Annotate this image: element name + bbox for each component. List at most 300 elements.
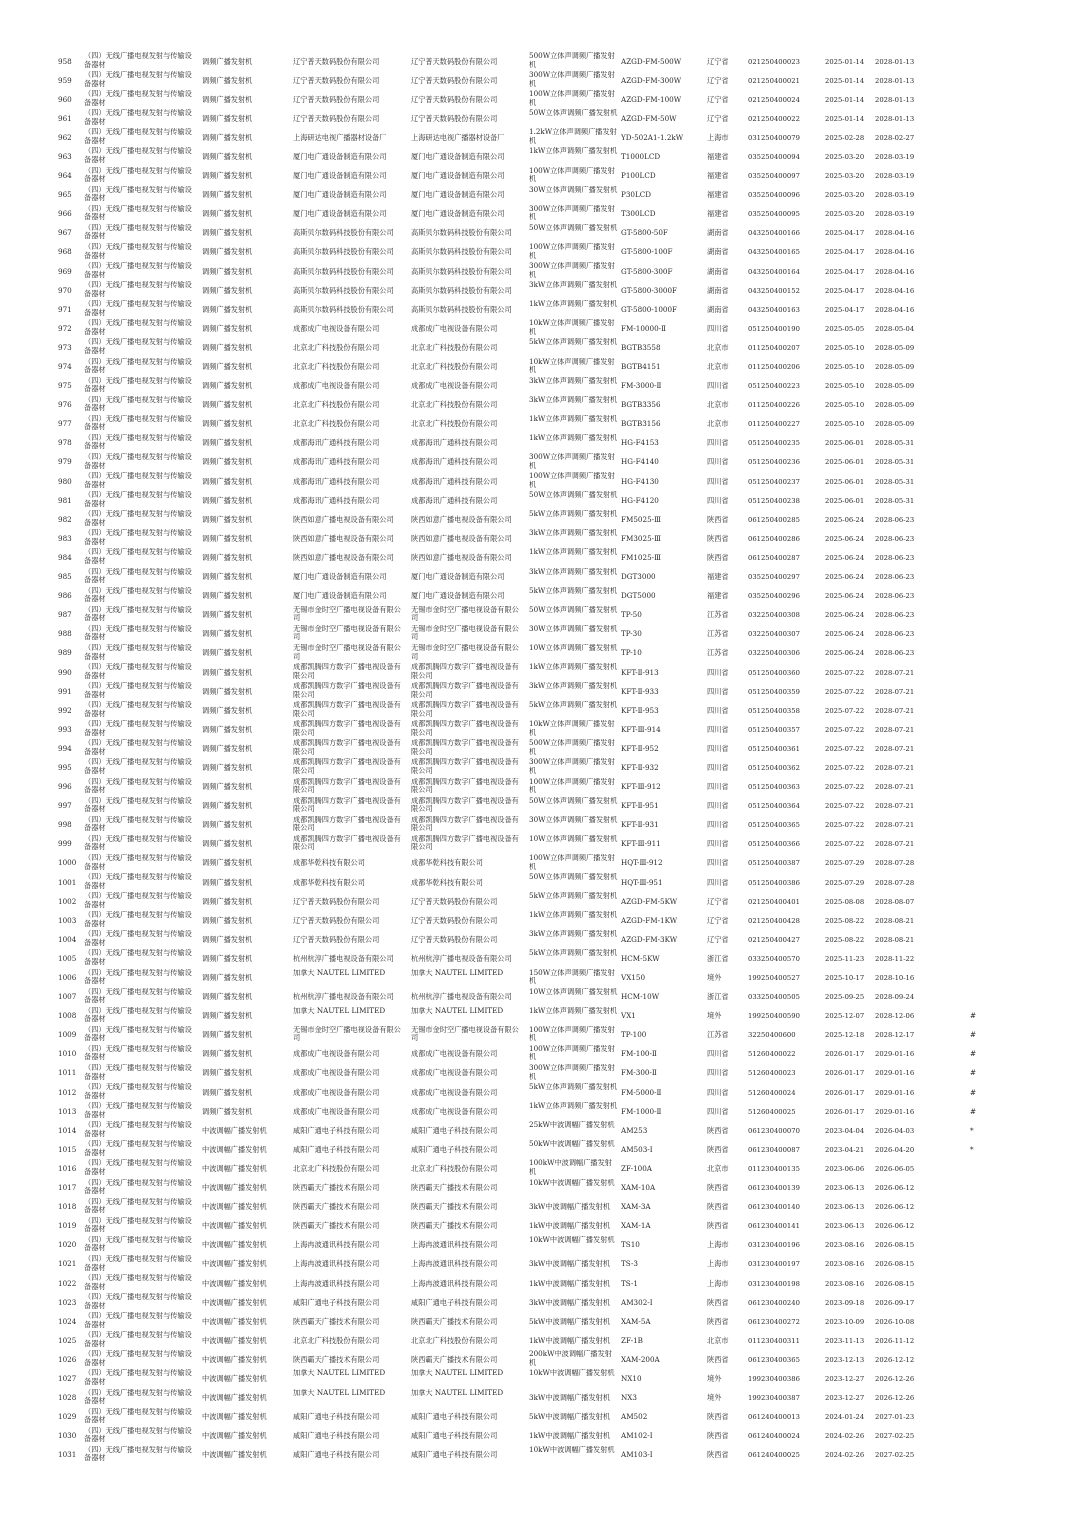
model: HG-F4140 xyxy=(621,457,659,467)
category: （四）无线广播电视发射与传输设备器材 xyxy=(84,1350,192,1367)
product-name: 1kW立体声调频广播发射机 xyxy=(529,147,618,156)
issue-date: 2023-10-09 xyxy=(825,1317,865,1326)
region: 江苏省 xyxy=(707,629,729,639)
product-type: 调频广播发射机 xyxy=(202,56,253,66)
manufacturer: 北京北广科技股份有限公司 xyxy=(411,419,498,429)
issue-date: 2025-03-20 xyxy=(825,191,865,200)
row-number: 995 xyxy=(58,762,72,772)
manufacturer: 陕西霸天广播技术有限公司 xyxy=(411,1354,498,1364)
issue-date: 2025-06-01 xyxy=(825,439,865,448)
product-name: 10kW立体声调频广播发射机 xyxy=(529,357,615,375)
manufacturer: 成都凯腾四方数字广播电视设备有限公司 xyxy=(411,682,519,699)
model: FM1025-Ⅲ xyxy=(621,552,661,562)
manufacturer: 成都凯腾四方数字广播电视设备有限公司 xyxy=(411,834,519,852)
table-row xyxy=(0,1026,1075,1045)
certificate-number: 061230400087 xyxy=(748,1145,800,1154)
category: （四）无线广播电视发射与传输设备器材 xyxy=(84,262,192,279)
model: NX3 xyxy=(621,1393,637,1403)
certificate-number: 043250400164 xyxy=(748,267,800,276)
product-name: 25kW中波调幅广播发射机 xyxy=(529,1121,615,1130)
category: （四）无线广播电视发射与传输设备器材 xyxy=(84,71,192,88)
row-number: 1027 xyxy=(58,1373,77,1383)
certificate-number: 051250400238 xyxy=(748,496,800,505)
manufacturer: 厦门电广通设备制造有限公司 xyxy=(411,151,505,161)
row-number: 1001 xyxy=(58,877,77,887)
applicant: 加拿大 NAUTEL LIMITED xyxy=(293,968,386,977)
product-name: 1kW中波调幅广播发射机 xyxy=(529,1431,611,1441)
model: FM3025-Ⅲ xyxy=(621,533,661,543)
product-name: 300W立体声调频广播发射机 xyxy=(529,452,615,470)
manufacturer: 厦门电广通设备制造有限公司 xyxy=(411,591,505,601)
model: P30LCD xyxy=(621,190,652,200)
region: 湖南省 xyxy=(707,247,729,257)
product-name: 150W立体声调频广播发射机 xyxy=(529,968,615,986)
expiry-date: 2026-06-05 xyxy=(875,1164,915,1173)
issue-date: 2024-01-24 xyxy=(825,1413,865,1422)
row-number: 1031 xyxy=(58,1450,77,1460)
expiry-date: 2028-05-09 xyxy=(875,363,915,371)
issue-date: 2026-01-17 xyxy=(825,1088,865,1097)
certificate-number: 033250400570 xyxy=(748,954,800,963)
region: 境外 xyxy=(707,973,722,982)
issue-date: 2025-06-01 xyxy=(825,496,865,505)
table-row xyxy=(0,1389,1075,1408)
model: BGTB3156 xyxy=(621,419,661,429)
row-number: 1024 xyxy=(58,1316,77,1326)
manufacturer: 北京北广科技股份有限公司 xyxy=(411,1163,498,1173)
applicant: 陕西霸天广播技术有限公司 xyxy=(293,1183,380,1193)
issue-date: 2025-06-01 xyxy=(825,477,865,486)
category: （四）无线广播电视发射与传输设备器材 xyxy=(84,433,192,451)
manufacturer: 加拿大 NAUTEL LIMITED xyxy=(411,1388,504,1397)
region: 四川省 xyxy=(707,820,729,830)
category: （四）无线广播电视发射与传输设备器材 xyxy=(84,548,192,566)
product-type: 调频广播发射机 xyxy=(202,552,253,562)
product-name: 5kW立体声调频广播发射机 xyxy=(529,949,618,958)
certificate-number: 199250400590 xyxy=(748,1012,800,1021)
product-type: 调频广播发射机 xyxy=(202,190,253,200)
product-type: 调频广播发射机 xyxy=(202,1049,253,1059)
category: （四）无线广播电视发射与传输设备器材 xyxy=(84,1274,192,1291)
issue-date: 2025-11-23 xyxy=(825,954,865,963)
product-type: 调频广播发射机 xyxy=(202,1068,253,1078)
issue-date: 2025-04-17 xyxy=(825,286,865,295)
row-number: 986 xyxy=(58,591,72,601)
category: （四）无线广播电视发射与传输设备器材 xyxy=(84,1426,192,1444)
model: TS-1 xyxy=(621,1278,638,1288)
manufacturer: 成都海讯广通科技有限公司 xyxy=(411,457,498,467)
row-number: 1005 xyxy=(58,953,77,963)
product-type: 调频广播发射机 xyxy=(202,533,253,543)
product-name: 3kW中波调幅广播发射机 xyxy=(529,1259,611,1269)
manufacturer: 辽宁普天数码股份有限公司 xyxy=(411,75,498,85)
row-number: 1011 xyxy=(58,1068,77,1078)
region: 辽宁省 xyxy=(707,56,729,66)
category: （四）无线广播电视发射与传输设备器材 xyxy=(84,873,192,890)
applicant: 高斯贝尔数码科技股份有限公司 xyxy=(293,285,394,295)
product-name: 3kW立体声调频广播发射机 xyxy=(529,281,618,290)
category: （四）无线广播电视发射与传输设备器材 xyxy=(84,185,192,203)
row-number: 990 xyxy=(58,667,72,677)
expiry-date: 2029-01-16 xyxy=(875,1050,915,1059)
region: 江苏省 xyxy=(707,610,729,620)
region: 四川省 xyxy=(707,877,729,887)
manufacturer: 成都成广电视设备有限公司 xyxy=(411,1049,498,1059)
row-number: 1012 xyxy=(58,1087,77,1097)
table-row xyxy=(0,1331,1075,1350)
product-name: 3kW立体声调频广播发射机 xyxy=(529,682,618,691)
issue-date: 2025-01-14 xyxy=(825,95,865,104)
certificate-number: 031230400196 xyxy=(748,1241,800,1250)
certificate-number: 032250400307 xyxy=(748,630,800,639)
product-type: 调频广播发射机 xyxy=(202,915,253,925)
product-name: 10kW立体声调频广播发射机 xyxy=(529,720,615,737)
row-number: 1030 xyxy=(58,1431,77,1441)
row-number: 1009 xyxy=(58,1030,77,1040)
applicant: 辽宁普天数码股份有限公司 xyxy=(293,896,380,906)
product-name: 10W立体声调频广播发射机 xyxy=(529,834,618,843)
expiry-date: 2028-07-28 xyxy=(875,878,915,887)
expiry-date: 2026-09-17 xyxy=(875,1298,915,1307)
row-number: 973 xyxy=(58,342,72,352)
expiry-date: 2028-11-22 xyxy=(875,954,915,963)
manufacturer: 成都凯腾四方数字广播电视设备有限公司 xyxy=(411,815,519,833)
category: （四）无线广播电视发射与传输设备器材 xyxy=(84,1293,192,1310)
certificate-number: 061230400141 xyxy=(748,1222,800,1231)
certificate-number: 051250400363 xyxy=(748,783,800,792)
certificate-number: 011250400227 xyxy=(748,420,800,429)
row-number: 1006 xyxy=(58,973,77,982)
row-number: 992 xyxy=(58,705,72,715)
product-type: 调频广播发射机 xyxy=(202,591,253,601)
region: 辽宁省 xyxy=(707,915,729,925)
issue-date: 2025-08-08 xyxy=(825,897,865,906)
certificate-number: 199250400527 xyxy=(748,974,800,982)
product-type: 调频广播发射机 xyxy=(202,610,253,620)
certificate-number: 035250400094 xyxy=(748,152,800,161)
model: BGTB3558 xyxy=(621,342,661,352)
category: （四）无线广播电视发射与传输设备器材 xyxy=(84,242,192,260)
applicant: 厦门电广通设备制造有限公司 xyxy=(293,171,387,181)
applicant: 咸阳广通电子科技有限公司 xyxy=(293,1144,380,1154)
certificate-number: 199230400387 xyxy=(748,1394,800,1403)
region: 江苏省 xyxy=(707,1030,729,1040)
table-row xyxy=(0,434,1075,453)
manufacturer: 成都凯腾四方数字广播电视设备有限公司 xyxy=(411,758,519,776)
product-name: 100W立体声调频广播发射机 xyxy=(529,472,615,489)
applicant: 杭州杭淳广播电视设备有限公司 xyxy=(293,992,394,1002)
model: KFT-Ⅱ-913 xyxy=(621,667,659,677)
applicant: 辽宁普天数码股份有限公司 xyxy=(293,934,380,944)
certificate-number: 033250400505 xyxy=(748,993,800,1002)
manufacturer: 成都成广电视设备有限公司 xyxy=(411,381,498,391)
issue-date: 2025-05-10 xyxy=(825,420,865,429)
product-name: 10W立体声调频广播发射机 xyxy=(529,643,618,652)
region: 辽宁省 xyxy=(707,934,729,944)
applicant: 咸阳广通电子科技有限公司 xyxy=(293,1412,380,1422)
region: 四川省 xyxy=(707,1068,729,1078)
certificate-number: 51260400025 xyxy=(748,1107,796,1116)
certificate-number: 061240400024 xyxy=(748,1432,800,1441)
manufacturer: 咸阳广通电子科技有限公司 xyxy=(411,1125,498,1135)
model: TP-30 xyxy=(621,629,642,639)
model: KFT-Ⅱ-931 xyxy=(621,820,659,830)
table-row xyxy=(0,797,1075,816)
applicant: 上海冉波通讯科技有限公司 xyxy=(293,1259,380,1269)
category: （四）无线广播电视发射与传输设备器材 xyxy=(84,682,192,699)
region: 四川省 xyxy=(707,858,729,868)
certificate-number: 043250400163 xyxy=(748,305,800,314)
category: （四）无线广播电视发射与传输设备器材 xyxy=(84,739,192,756)
product-type: 调频广播发射机 xyxy=(202,381,253,391)
issue-date: 2025-09-25 xyxy=(825,993,865,1002)
issue-date: 2025-12-18 xyxy=(825,1031,865,1040)
applicant: 辽宁普天数码股份有限公司 xyxy=(293,915,380,925)
certificate-number: 035250400297 xyxy=(748,573,800,582)
product-name: 3kW立体声调频广播发射机 xyxy=(529,567,618,576)
product-type: 调频广播发射机 xyxy=(202,667,253,677)
table-row xyxy=(0,701,1075,720)
row-number: 1003 xyxy=(58,915,77,925)
product-type: 调频广播发射机 xyxy=(202,1030,253,1040)
category: （四）无线广播电视发射与传输设备器材 xyxy=(84,510,192,527)
region: 四川省 xyxy=(707,782,729,792)
table-row xyxy=(0,109,1075,128)
manufacturer: 无锡市金时空广播电视设备有限公司 xyxy=(411,1025,519,1043)
model: VX1 xyxy=(621,1011,636,1021)
product-type: 调频广播发射机 xyxy=(202,877,253,887)
manufacturer: 成都成广电视设备有限公司 xyxy=(411,1087,498,1097)
table-row xyxy=(0,358,1075,377)
category: （四）无线广播电视发射与传输设备器材 xyxy=(84,815,192,833)
certificate-number: 011250400226 xyxy=(748,401,800,410)
issue-date: 2025-07-22 xyxy=(825,802,865,811)
applicant: 上海研达电视广播器材设备厂 xyxy=(293,132,387,142)
product-type: 中波调幅广播发射机 xyxy=(202,1354,267,1364)
applicant: 北京北广科技股份有限公司 xyxy=(293,362,380,371)
category: （四）无线广播电视发射与传输设备器材 xyxy=(84,911,192,928)
certificate-number: 051250400365 xyxy=(748,821,800,830)
manufacturer: 咸阳广通电子科技有限公司 xyxy=(411,1431,498,1441)
certificate-number: 051250400237 xyxy=(748,477,800,486)
region: 四川省 xyxy=(707,667,729,677)
table-row xyxy=(0,548,1075,567)
row-number: 964 xyxy=(58,171,72,181)
certificate-number: 051250400386 xyxy=(748,878,800,887)
category: （四）无线广播电视发射与传输设备器材 xyxy=(84,701,192,718)
applicant: 成都凯腾四方数字广播电视设备有限公司 xyxy=(293,663,401,680)
manufacturer: 成都海讯广通科技有限公司 xyxy=(411,476,498,486)
category: （四）无线广播电视发射与传输设备器材 xyxy=(84,223,192,241)
product-name: 10W立体声调频广播发射机 xyxy=(529,987,618,996)
model: AM502 xyxy=(621,1412,648,1422)
row-number: 1018 xyxy=(58,1202,77,1212)
manufacturer: 北京北广科技股份有限公司 xyxy=(411,1335,498,1345)
certificate-number: 051250400358 xyxy=(748,706,800,715)
product-name: 5kW立体声调频广播发射机 xyxy=(529,1083,618,1092)
applicant: 成都成广电视设备有限公司 xyxy=(293,323,380,333)
table-row xyxy=(0,147,1075,166)
category: （四）无线广播电视发射与传输设备器材 xyxy=(84,1159,192,1177)
product-type: 中波调幅广播发射机 xyxy=(202,1202,267,1212)
row-number: 982 xyxy=(58,514,72,524)
product-name: 1kW立体声调频广播发射机 xyxy=(529,1006,618,1015)
issue-date: 2025-03-20 xyxy=(825,172,865,181)
row-number: 1019 xyxy=(58,1221,77,1231)
manufacturer: 成都凯腾四方数字广播电视设备有限公司 xyxy=(411,720,519,737)
product-type: 调频广播发射机 xyxy=(202,266,253,276)
product-type: 调频广播发射机 xyxy=(202,896,253,906)
product-name: 50W立体声调频广播发射机 xyxy=(529,109,618,118)
product-name: 1kW中波调幅广播发射机 xyxy=(529,1221,611,1231)
applicant: 成都华乾科技有限公司 xyxy=(293,858,365,868)
model: ZF-1B xyxy=(621,1335,643,1345)
model: AM503-Ⅰ xyxy=(621,1144,653,1154)
product-type: 调频广播发射机 xyxy=(202,514,253,524)
manufacturer: 加拿大 NAUTEL LIMITED xyxy=(411,968,504,977)
table-row xyxy=(0,396,1075,415)
category: （四）无线广播电视发射与传输设备器材 xyxy=(84,1369,192,1387)
model: XAM-10A xyxy=(621,1183,656,1193)
product-name: 1kW立体声调频广播发射机 xyxy=(529,414,618,423)
table-row xyxy=(0,739,1075,758)
row-number: 970 xyxy=(58,285,72,295)
manufacturer: 辽宁普天数码股份有限公司 xyxy=(411,56,498,66)
manufacturer: 辽宁普天数码股份有限公司 xyxy=(411,896,498,906)
certificate-number: 031250400079 xyxy=(748,133,800,142)
model: TS-3 xyxy=(621,1259,638,1269)
product-type: 调频广播发射机 xyxy=(202,151,253,161)
certificate-number: 032250400308 xyxy=(748,611,800,620)
manufacturer: 陕西霸天广播技术有限公司 xyxy=(411,1202,498,1212)
category: （四）无线广播电视发射与传输设备器材 xyxy=(84,300,192,317)
applicant: 辽宁普天数码股份有限公司 xyxy=(293,75,380,85)
certificate-number: 021250400023 xyxy=(748,57,800,66)
applicant: 成都凯腾四方数字广播电视设备有限公司 xyxy=(293,701,401,718)
manufacturer: 陕西霸天广播技术有限公司 xyxy=(411,1183,498,1193)
category: （四）无线广播电视发射与传输设备器材 xyxy=(84,452,192,470)
manufacturer: 陕西如意广播电视设备有限公司 xyxy=(411,533,512,543)
category: （四）无线广播电视发射与传输设备器材 xyxy=(84,949,192,966)
table-row xyxy=(0,377,1075,396)
table-row xyxy=(0,1102,1075,1121)
row-number: 984 xyxy=(58,552,72,562)
row-number: 1000 xyxy=(58,858,77,868)
model: GT-5800-50F xyxy=(621,228,668,238)
expiry-date: 2028-04-16 xyxy=(875,267,915,276)
applicant: 成都海讯广通科技有限公司 xyxy=(293,495,380,505)
applicant: 高斯贝尔数码科技股份有限公司 xyxy=(293,304,394,314)
manufacturer: 高斯贝尔数码科技股份有限公司 xyxy=(411,285,512,295)
row-number: 966 xyxy=(58,209,72,219)
table-row xyxy=(0,587,1075,606)
product-type: 调频广播发射机 xyxy=(202,1087,253,1097)
model: AM253 xyxy=(621,1125,648,1135)
manufacturer: 北京北广科技股份有限公司 xyxy=(411,342,498,352)
applicant: 成都海讯广通科技有限公司 xyxy=(293,476,380,486)
expiry-date: 2026-08-15 xyxy=(875,1260,915,1269)
applicant: 成都凯腾四方数字广播电视设备有限公司 xyxy=(293,834,401,852)
table-row xyxy=(0,969,1075,988)
category: （四）无线广播电视发射与传输设备器材 xyxy=(84,834,192,852)
manufacturer: 北京北广科技股份有限公司 xyxy=(411,362,498,371)
product-type: 调频广播发射机 xyxy=(202,247,253,257)
region: 四川省 xyxy=(707,724,729,734)
model: KFT-Ⅱ-952 xyxy=(621,743,659,753)
product-type: 中波调幅广播发射机 xyxy=(202,1412,267,1422)
region: 陕西省 xyxy=(707,552,729,562)
issue-date: 2023-06-13 xyxy=(825,1222,865,1231)
region: 四川省 xyxy=(707,1106,729,1116)
model: DGT3000 xyxy=(621,572,656,582)
product-type: 调频广播发射机 xyxy=(202,839,253,849)
category: （四）无线广播电视发射与传输设备器材 xyxy=(84,395,192,413)
model: P100LCD xyxy=(621,171,656,181)
product-type: 调频广播发射机 xyxy=(202,209,253,219)
manufacturer: 陕西如意广播电视设备有限公司 xyxy=(411,514,512,524)
manufacturer: 陕西霸天广播技术有限公司 xyxy=(411,1316,498,1326)
row-number: 1017 xyxy=(58,1183,77,1193)
product-type: 调频广播发射机 xyxy=(202,362,253,371)
expiry-date: 2026-11-12 xyxy=(875,1336,915,1345)
issue-date: 2025-06-24 xyxy=(825,592,865,601)
manufacturer: 咸阳广通电子科技有限公司 xyxy=(411,1144,498,1154)
certificate-number: 021250400428 xyxy=(748,916,800,925)
region: 湖南省 xyxy=(707,266,729,276)
product-name: 50kW中波调幅广播发射机 xyxy=(529,1140,615,1149)
product-name: 300W立体声调频广播发射机 xyxy=(529,204,615,222)
expiry-date: 2028-06-23 xyxy=(875,515,915,524)
region: 陕西省 xyxy=(707,1431,729,1441)
manufacturer: 厦门电广通设备制造有限公司 xyxy=(411,171,505,181)
table-row xyxy=(0,720,1075,739)
certificate-number: 061230400272 xyxy=(748,1317,800,1326)
applicant: 成都成广电视设备有限公司 xyxy=(293,1068,380,1078)
table-row xyxy=(0,816,1075,835)
issue-date: 2023-08-16 xyxy=(825,1260,865,1269)
product-name: 100W立体声调频广播发射机 xyxy=(529,1025,615,1043)
product-type: 调频广播发射机 xyxy=(202,342,253,352)
model: FM-1000-Ⅱ xyxy=(621,1106,662,1116)
category: （四）无线广播电视发射与传输设备器材 xyxy=(84,1445,192,1463)
table-row xyxy=(0,300,1075,319)
certificate-number: 043250400166 xyxy=(748,229,800,238)
applicant: 厦门电广通设备制造有限公司 xyxy=(293,190,387,200)
row-number: 1025 xyxy=(58,1335,77,1345)
applicant: 咸阳广通电子科技有限公司 xyxy=(293,1431,380,1441)
model: HG-F4120 xyxy=(621,495,659,505)
expiry-date: 2026-06-12 xyxy=(875,1184,915,1193)
product-name: 50W立体声调频广播发射机 xyxy=(529,223,618,232)
product-type: 调频广播发射机 xyxy=(202,724,253,734)
product-type: 中波调幅广播发射机 xyxy=(202,1221,267,1231)
region: 北京市 xyxy=(707,419,729,429)
issue-date: 2025-05-10 xyxy=(825,343,865,352)
model: T1000LCD xyxy=(621,151,661,161)
product-name: 1kW中波调幅广播发射机 xyxy=(529,1278,611,1288)
product-name: 10kW立体声调频广播发射机 xyxy=(529,319,615,336)
product-name: 50W立体声调频广播发射机 xyxy=(529,873,618,882)
issue-date: 2025-06-24 xyxy=(825,515,865,524)
region: 四川省 xyxy=(707,743,729,753)
issue-date: 2025-01-14 xyxy=(825,76,865,85)
issue-date: 2025-07-22 xyxy=(825,725,865,734)
region: 陕西省 xyxy=(707,514,729,524)
applicant: 无锡市金时空广播电视设备有限公司 xyxy=(293,1025,401,1043)
manufacturer: 高斯贝尔数码科技股份有限公司 xyxy=(411,304,512,314)
manufacturer: 咸阳广通电子科技有限公司 xyxy=(411,1412,498,1422)
row-number: 997 xyxy=(58,801,72,811)
